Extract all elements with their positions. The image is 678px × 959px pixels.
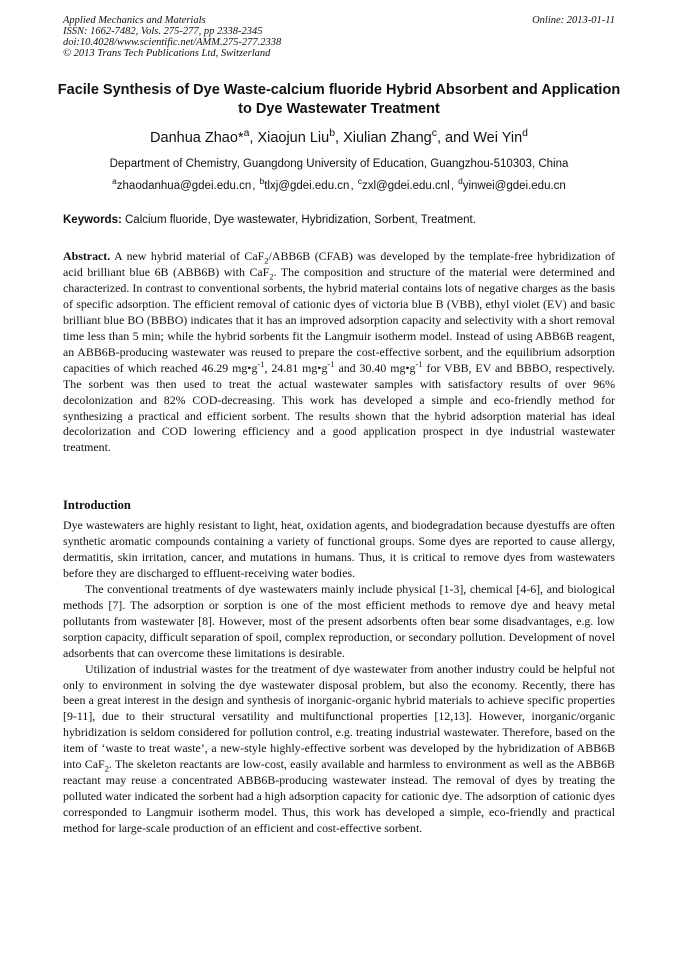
subscript: 2 [269,271,274,282]
email-address: yinwei@gdei.edu.cn [462,180,566,192]
abstract-text: and 30.40 mg•g [334,360,416,375]
doi-line: doi:10.4028/www.scientific.net/AMM.275-277.2338 [63,37,282,48]
email-address: tlxj@gdei.edu.cn [264,180,350,192]
email-sup: a [112,177,117,187]
keywords-text: Calcium fluoride, Dye wastewater, Hybridization, Sorbent, Treatment. [125,214,476,226]
abstract-text: /ABB6B (CFAB) was developed by the template-free hybridization of acid brilliant blue 6B (ABB6B) with CaF [63,249,615,279]
email-sup: d [458,177,463,187]
email-address: zxl@gdei.edu.cnl [361,180,450,192]
author-name: Xiaojun Liu [257,130,330,146]
subscript: 2 [104,763,109,774]
email-sup: b [259,177,265,187]
email-sup: c [357,177,362,187]
email-item[interactable] [458,177,566,192]
author-list: Danhua Zhao*$^a$, Xiaojun Liu$^b$, Xiulian Zhang$^c$, and Wei Yin$^d$ [150,128,528,146]
abstract-label: Abstract. [63,249,111,263]
introduction-body [63,518,615,837]
email-address: zhaodanhua@gdei.edu.cn [116,180,252,192]
abstract-text: . The composition and structure of the material were determined and characterized. In contrast to conventional sorbents, the hybrid material contains lots of negative charges as the basis of specific adsorption. The efficient removal of cationic dyes of victoria blue B (VBB), ethyl violet (EV) and basic brilliant blue BO (BBBO) indicates that it has an improved adsorption capacity and selectivity with a short removal time less than 5 min; while the hybrid sorbents fit the Langmuir isotherm model. Instead of using ABB6B reagent, an ABB6B-producing wastewater was reused to prepare the cost-effective sorbent, and the equilibrium adsorption capacities of which reached 46.29 mg•g [63,264,615,375]
keywords-label: Keywords: [63,214,122,226]
abstract-text: , 24.81 mg•g [264,360,328,375]
author-name: Xiulian Zhang [343,130,432,146]
paragraph: Dye wastewaters are highly resistant to light, heat, oxidation agents, and biodegradation because dyestuffs are often synthetic aromatic compounds containing a variety of functional groups. Some dyes are reported to cause allergy, dermatitis, skin irritation, cancer, and mutations in humans. Thus, it is critical to remove dyes from wastewaters before they are discharged to effluent-receiving water bodies. [63,518,615,580]
keywords [63,214,615,226]
abstract-text: for VBB, EV and BBBO, respectively. The sorbent was then used to treat the actual wastewater samples with satisfactory results of over 96% decolonization and 82% COD-decreasing. This work has developed a simple and eco-friendly method for synthesizing a practical and efficient sorbent. The results shown that the hybrid adsorption material has ideal decolorization and COD lowering efficiency and a good application prospect in dye industrial wastewater treatment. [63,360,615,455]
journal-name: Applied Mechanics and Materials [63,15,206,26]
paragraph [63,662,615,837]
author-name: Wei Yin [473,130,523,146]
affiliation: Department of Chemistry, Guangdong University of Education, Guangzhou-510303, China [109,158,569,170]
author-name: Danhua Zhao* [150,130,244,146]
journal-header [63,15,615,59]
email-item[interactable] [259,177,350,192]
email-item[interactable] [112,177,252,192]
copyright-line: © 2013 Trans Tech Publications Ltd, Switzerland [63,48,271,59]
email-list: $^a$zhaodanhua@gdei.edu.cn, $^b$tlxj@gdei.edu.cn, $^c$zxl@gdei.edu.cnl, $^d$yinwei@gdei.edu.cn [112,177,566,192]
author-sup: c [431,128,437,140]
paper-title: Facile Synthesis of Dye Waste-calcium fluoride Hybrid Absorbent and Application to Dye Wastewater Treatment [57,82,621,117]
abstract [63,249,615,456]
superscript: -1 [257,358,265,369]
paragraph: The conventional treatments of dye wastewaters mainly include physical [1-3], chemical [4-6], and biological methods [7]. The adsorption or sorption is one of the most efficient methods to remove dye and heavy metal pollutants from wastewater [8]. However, most of the present adsorbents often bear some disadvantages, e.g. low sorption capacity, difficult separation of spoil, complex reproduction, or secondary pollution. Development of novel adsorbents that can overcome these limitations is desirable. [63,581,615,660]
superscript: -1 [415,358,423,369]
paragraph-text: Utilization of industrial wastes for the treatment of dye wastewater from another industry could be helpful not only to environment in solving the dye wastewater disposal problem, but also the economy. Recently, there has been a great interest in the design and synthesis of inorganic-organic hybrid materials to achieve specific properties [9-11], due to their structural versatility and multifunctional properties [12,13]. However, inorganic/organic hybridization is seldom considered for pollution control, e.g. treating industrial wastewater. Therefore, based on the item of ‘waste to treat waste’, a new-style highly-effective sorbent was developed by the hybridization of ABB6B into CaF [63,661,615,772]
superscript: -1 [327,358,335,369]
issn-line: ISSN: 1662-7482, Vols. 275-277, pp 2338-2345 [63,26,263,37]
subscript: 2 [264,255,269,266]
abstract-text: A new hybrid material of CaF [114,249,265,263]
author-sup: d [522,128,528,140]
author-sup: b [329,128,335,140]
email-item[interactable] [357,177,450,192]
author-sup: a [243,128,250,140]
paragraph-text: . The skeleton reactants are low-cost, easily available and harmless to environment as well as the ABB6B reactant may reuse a concentrated ABB6B-producing wastewater instead. The removal of dyes by treating the polluted water indicated the sorbent had a high adsorption capacity for cationic dye. The adsorption of cationic dyes corresponded to Langmuir isotherm model. Thus, this work has developed a simple, eco-friendly and practical method for large-scale production of an efficient and cost-effective sorbent. [63,757,615,836]
online-date: Online: 2013-01-11 [532,15,615,26]
section-heading-introduction: Introduction [63,498,131,512]
